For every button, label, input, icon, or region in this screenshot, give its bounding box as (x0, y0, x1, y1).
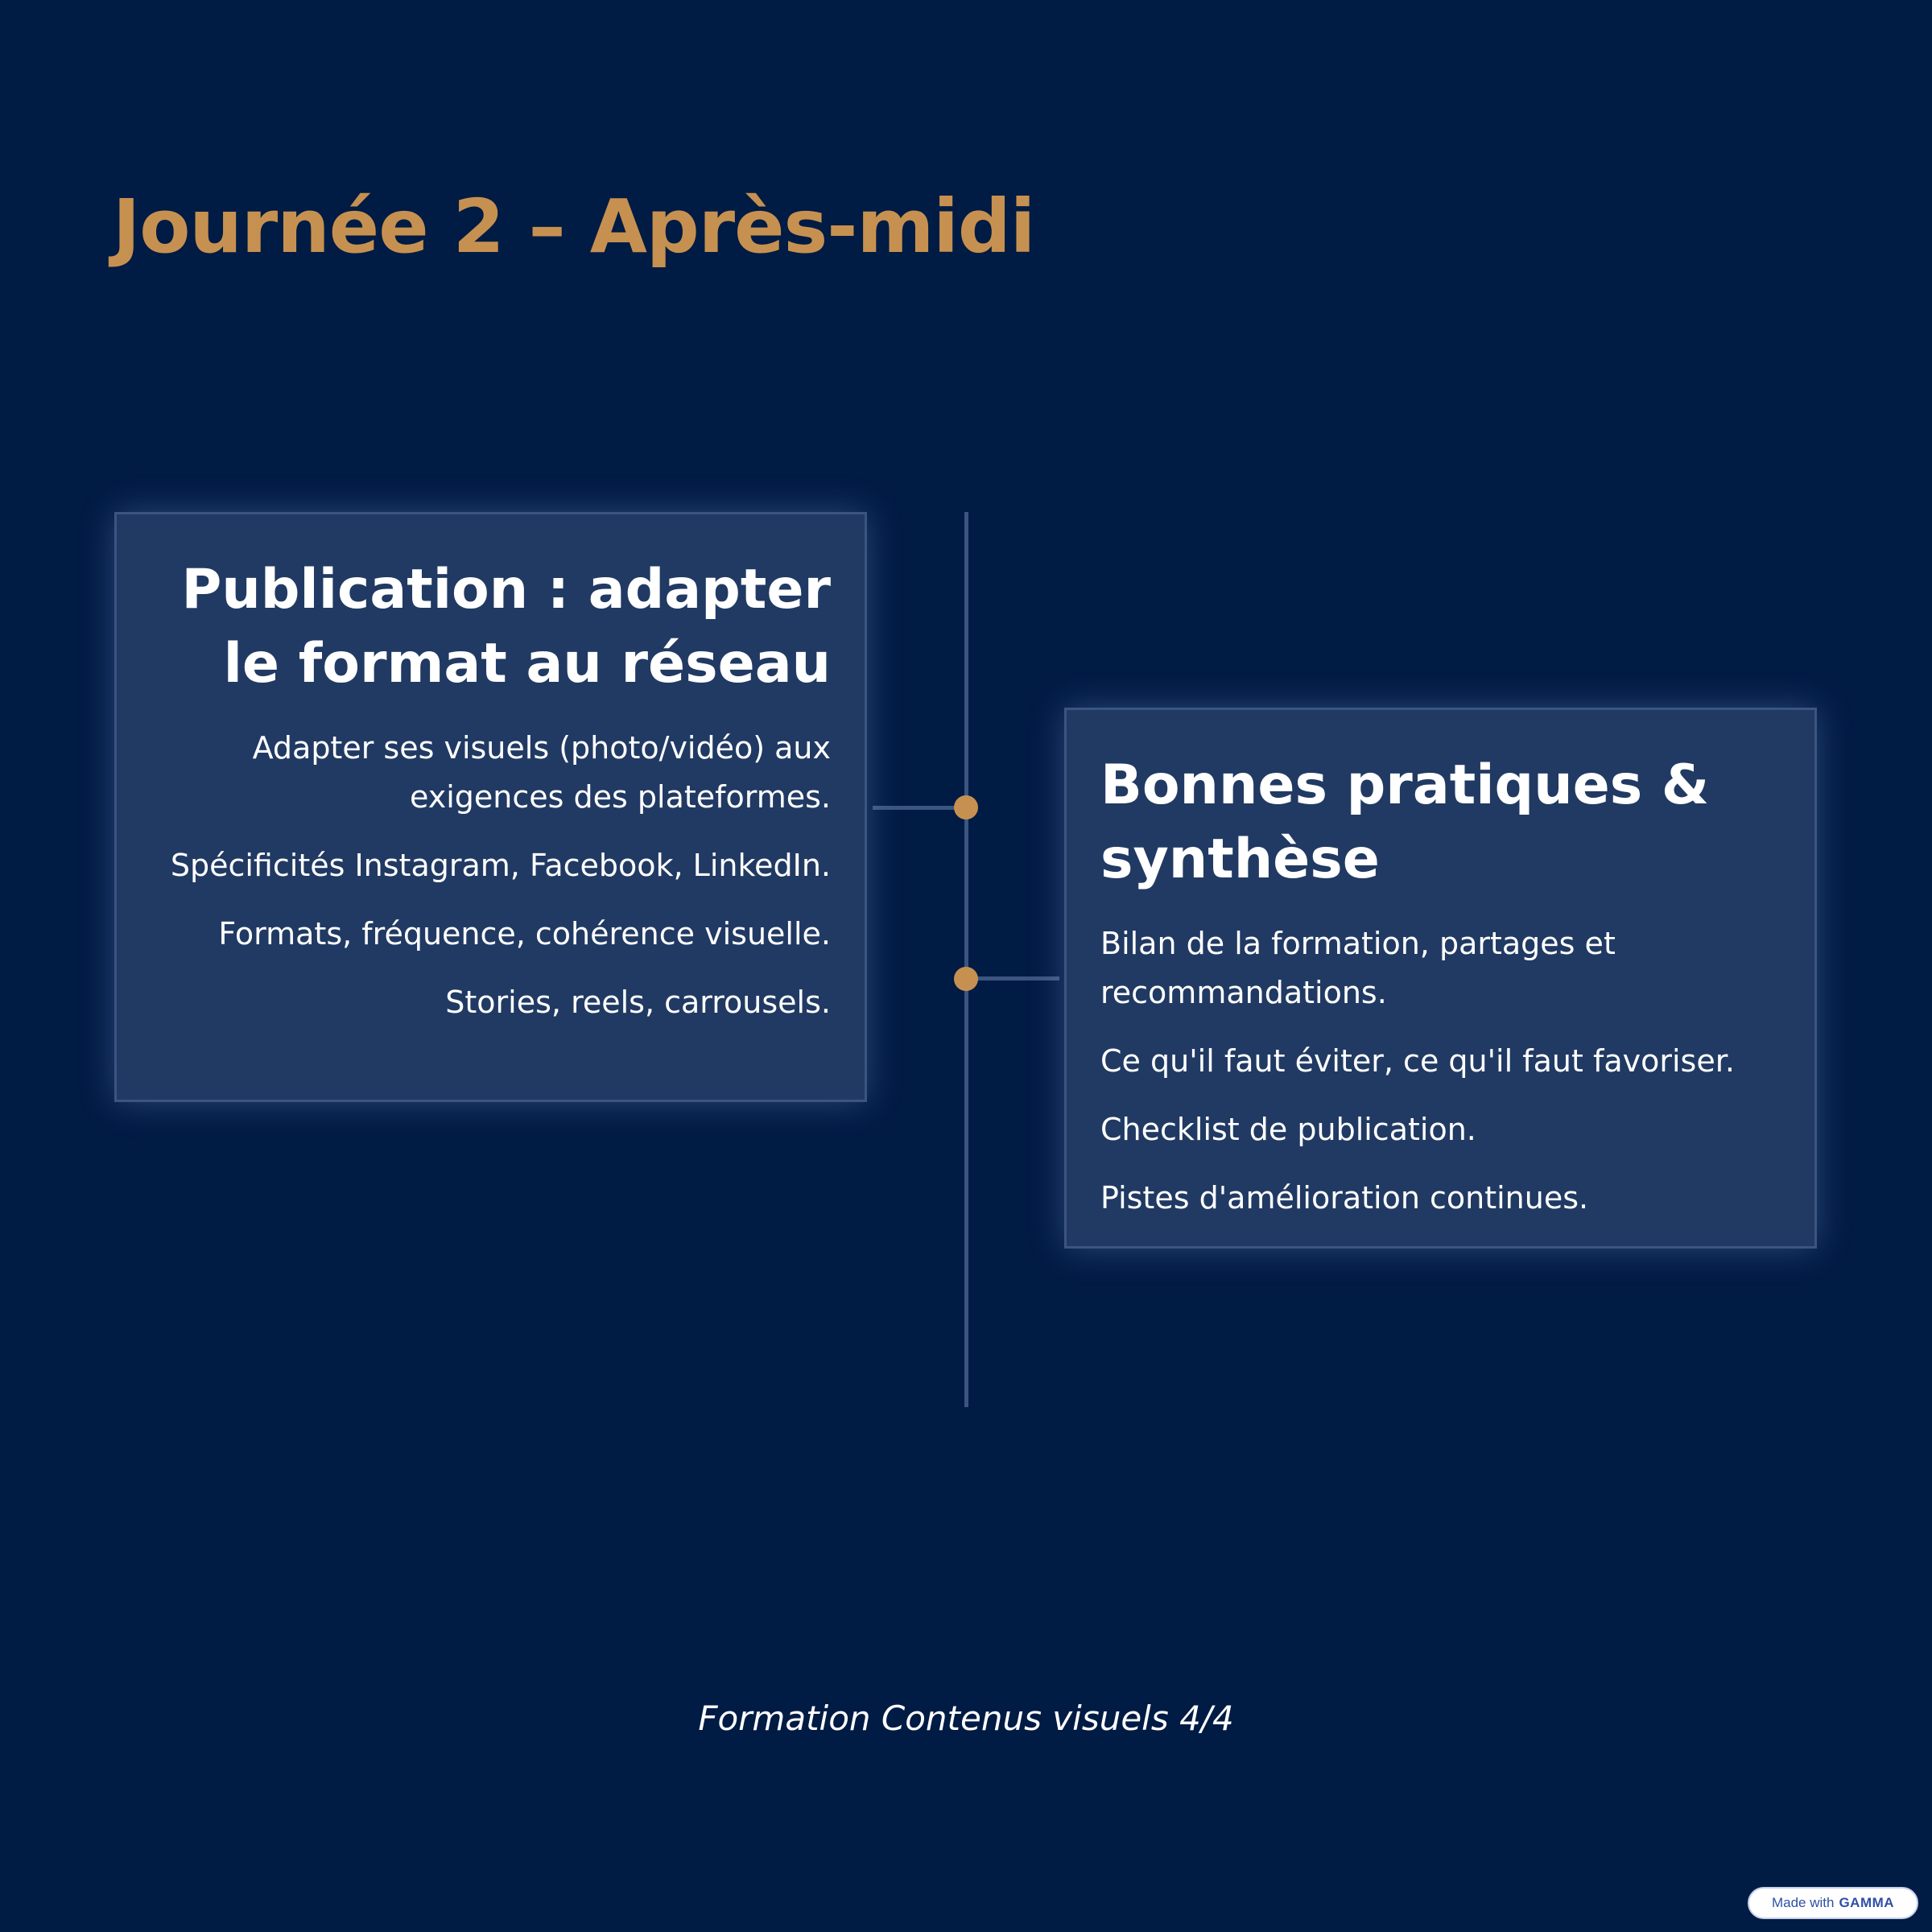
gamma-logo-text: GAMMA (1839, 1895, 1895, 1910)
card-item-list (151, 724, 831, 1027)
made-with-gamma-badge[interactable] (1748, 1887, 1918, 1919)
slide-footer: Formation Contenus visuels 4/4 (698, 1699, 1234, 1738)
card-item: Formats, fréquence, cohérence visuelle. (218, 916, 831, 952)
card-item: Bilan de la formation, partages et recommandations. (1100, 926, 1616, 1010)
card-item: Pistes d'amélioration continues. (1100, 1180, 1589, 1216)
badge-prefix: Made with (1771, 1895, 1835, 1910)
timeline-card-synthese (1064, 708, 1817, 1249)
card-item-list (1100, 919, 1781, 1223)
timeline-dot-2 (954, 967, 978, 991)
card-item: Adapter ses visuels (photo/vidéo) aux exigences des plateformes. (252, 730, 831, 815)
card-item: Checklist de publication. (1100, 1112, 1476, 1147)
timeline-connector-right (966, 976, 1059, 980)
slide-title: Journée 2 – Après-midi (113, 184, 1035, 270)
card-item: Ce qu'il faut éviter, ce qu'il faut favoriser. (1100, 1043, 1735, 1079)
card-title: Bonnes pratiques & synthèse (1100, 753, 1710, 891)
card-title: Publication : adapter le format au réseau (181, 558, 831, 696)
card-item: Spécificités Instagram, Facebook, LinkedIn. (170, 848, 831, 883)
timeline-connector-left (873, 806, 966, 810)
timeline-line (964, 512, 968, 1407)
timeline-dot-1 (954, 795, 978, 819)
card-item: Stories, reels, carrousels. (445, 985, 831, 1020)
timeline-card-publication (114, 512, 867, 1102)
